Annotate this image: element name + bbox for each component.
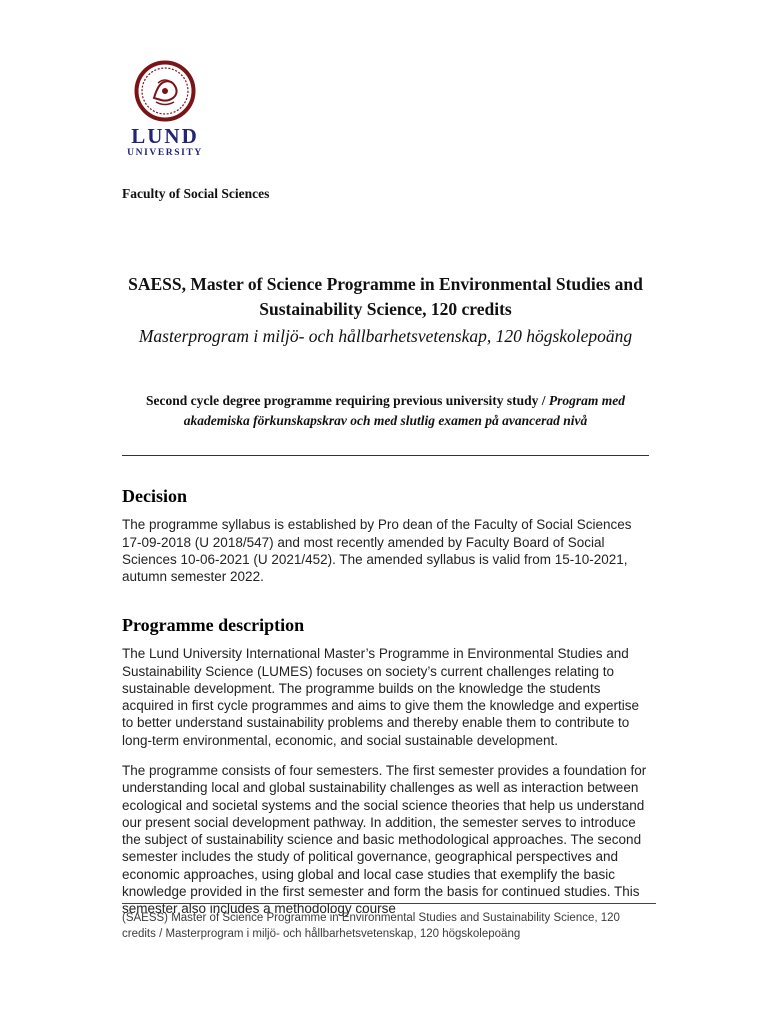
cycle-statement-swedish: Program med akademiska förkunskapskrav och med slutlig examen på avancerad nivå	[183, 392, 625, 429]
logo-wordmark-university: UNIVERSITY	[127, 148, 203, 159]
programme-title-english: SAESS, Master of Science Programme in Environmental Studies and Sustainability Science, 120 credits	[128, 274, 643, 319]
section-heading: Programme description	[122, 615, 305, 636]
footer-text: (SAESS) Master of Science Programme in Environmental Studies and Sustainability Science, 120 credits / Masterprogram i miljö- och hållbarhetsvetenskap, 120 högskolepoäng	[122, 912, 620, 940]
logo-wordmark-lund: LUND	[131, 124, 199, 148]
faculty-name: Faculty of Social Sciences	[122, 186, 270, 202]
section-heading: Decision	[122, 486, 187, 507]
lund-university-logo	[122, 60, 208, 160]
university-seal-icon	[134, 60, 196, 122]
cycle-statement-english: Second cycle degree programme requiring previous university study /	[146, 392, 549, 408]
header-divider	[122, 455, 649, 456]
document-page	[122, 0, 649, 930]
cycle-statement	[122, 391, 649, 432]
section-decision	[122, 486, 649, 585]
programme-title-block	[122, 272, 649, 349]
section-paragraph: The Lund University International Master’s Programme in Environmental Studies and Sustainability Science (LUMES) focuses on society’s current challenges relating to sustainable development. The programme builds on the knowledge the students acquired in first cycle programmes and aims to give them the knowledge and expertise to better understand sustainability problems and thereby enable them to contribute to long-term environmental, economic, and social sustainable development.	[122, 646, 640, 748]
section-programme-description	[122, 615, 649, 917]
section-paragraph: The programme syllabus is established by Pro dean of the Faculty of Social Sciences 17-09-2018 (U 2018/547) and most recently amended by Faculty Board of Social Sciences 10-06-2021 (U 2021/452). The amended syllabus is valid from 15-10-2021, autumn semester 2022.	[122, 517, 632, 585]
section-paragraph: The programme consists of four semesters. The first semester provides a foundation for understanding local and global sustainability challenges as well as interaction between ecological and societal systems and the social science theories that help us understand our present social development pathway. In addition, the semester serves to introduce the subject of sustainability science and basic methodological approaches. The second semester includes the study of political governance, geographical perspectives and economic approaches, using global and local case studies that exemplify the basic knowledge provided in the first semester and form the basis for continued studies. This semester also includes a methodology course	[122, 763, 647, 917]
page-footer	[122, 903, 656, 942]
programme-title-swedish: Masterprogram i miljö- och hållbarhetsvetenskap, 120 högskolepoäng	[138, 326, 633, 347]
footer-divider	[122, 903, 656, 904]
